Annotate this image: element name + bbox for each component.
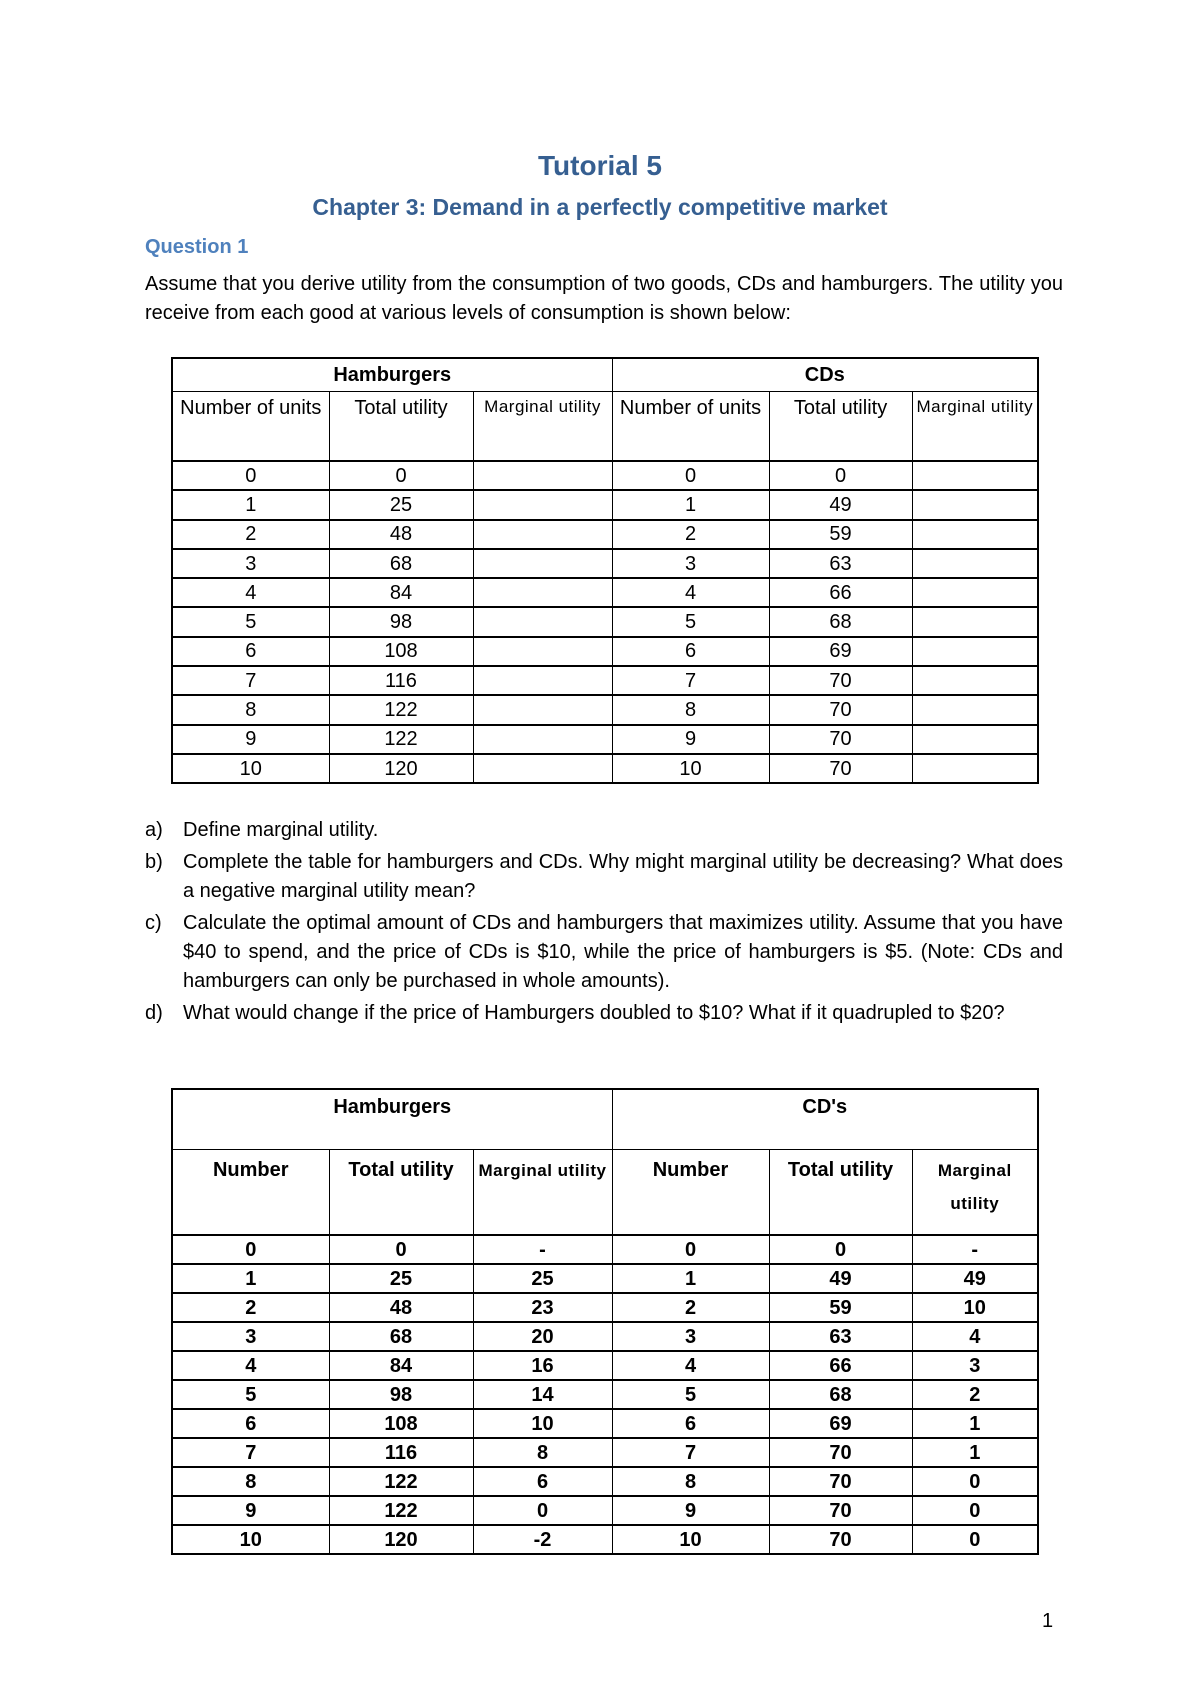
table-cell: 3: [172, 549, 329, 578]
table-cell: 69: [769, 637, 912, 666]
table-cell: [473, 578, 612, 607]
question-heading: Question 1: [145, 236, 249, 258]
table-cell: 3: [172, 1322, 329, 1351]
table-cell: 70: [769, 1438, 912, 1467]
question-item: [145, 999, 1063, 1028]
table-cell: 2: [612, 520, 769, 549]
question-item: [145, 848, 1063, 906]
table-cell: 16: [473, 1351, 612, 1380]
table-cell: [912, 666, 1038, 695]
table-cell: 5: [172, 1380, 329, 1409]
group-header-row: [172, 358, 1038, 392]
table-cell: 6: [612, 1409, 769, 1438]
table-cell: 10: [172, 1525, 329, 1554]
column-header: Marginal utility: [473, 392, 612, 462]
table-row: [172, 1496, 1038, 1525]
question-label: d): [145, 1002, 163, 1024]
table-cell: 0: [612, 461, 769, 490]
table-cell: 1: [612, 490, 769, 519]
table-cell: 0: [912, 1525, 1038, 1554]
table-cell: 25: [329, 490, 473, 519]
table-row: [172, 754, 1038, 783]
column-header: Total utility: [769, 392, 912, 462]
table-cell: 0: [769, 1235, 912, 1264]
table-cell: -2: [473, 1525, 612, 1554]
table-cell: 6: [172, 637, 329, 666]
intro-paragraph: Assume that you derive utility from the consumption of two goods, CDs and hamburgers. The utility you receive from each good at various levels of consumption is shown below:: [145, 273, 1063, 324]
table-cell: 9: [612, 1496, 769, 1525]
table-cell: 70: [769, 754, 912, 783]
table-cell: 70: [769, 695, 912, 724]
table-cell: [473, 607, 612, 636]
column-header: Number: [172, 1150, 329, 1236]
table-row: [172, 666, 1038, 695]
group-header: CDs: [612, 358, 1038, 392]
table-row: [172, 637, 1038, 666]
column-header: Total utility: [769, 1150, 912, 1236]
table-cell: 1: [912, 1409, 1038, 1438]
column-header-row: [172, 1150, 1038, 1236]
table-cell: 7: [172, 666, 329, 695]
table-cell: 9: [172, 725, 329, 754]
table-cell: 68: [769, 1380, 912, 1409]
table-cell: 120: [329, 754, 473, 783]
table-cell: 2: [612, 1293, 769, 1322]
table-cell: 4: [172, 1351, 329, 1380]
table-cell: 23: [473, 1293, 612, 1322]
group-header: Hamburgers: [172, 358, 612, 392]
table-cell: 0: [612, 1235, 769, 1264]
table-cell: 0: [473, 1496, 612, 1525]
table-cell: 25: [329, 1264, 473, 1293]
table-cell: 3: [912, 1351, 1038, 1380]
table-row: [172, 695, 1038, 724]
table-cell: 98: [329, 1380, 473, 1409]
table-cell: 68: [769, 607, 912, 636]
table-cell: 70: [769, 666, 912, 695]
table-cell: 7: [172, 1438, 329, 1467]
table-cell: 4: [612, 1351, 769, 1380]
table-cell: 6: [473, 1467, 612, 1496]
table-cell: 6: [612, 637, 769, 666]
table-cell: 49: [769, 490, 912, 519]
table-cell: 8: [172, 695, 329, 724]
table-cell: [912, 520, 1038, 549]
table-cell: 66: [769, 578, 912, 607]
table-cell: 2: [172, 1293, 329, 1322]
column-header: Number of units: [172, 392, 329, 462]
table-cell: 49: [769, 1264, 912, 1293]
table-cell: 70: [769, 1525, 912, 1554]
table-cell: 0: [769, 461, 912, 490]
table-row: [172, 1235, 1038, 1264]
table-row: [172, 490, 1038, 519]
table-cell: 0: [172, 1235, 329, 1264]
table-cell: [473, 637, 612, 666]
table-cell: 116: [329, 666, 473, 695]
table-cell: 7: [612, 1438, 769, 1467]
question-label: b): [145, 851, 163, 873]
table-cell: [912, 461, 1038, 490]
table-cell: 3: [612, 1322, 769, 1351]
group-header: Hamburgers: [172, 1089, 612, 1150]
answer-table: [171, 1088, 1039, 1555]
table-cell: 10: [612, 754, 769, 783]
table-row: [172, 1322, 1038, 1351]
page-number: 1: [1042, 1610, 1054, 1632]
table-cell: 10: [473, 1409, 612, 1438]
table-cell: 59: [769, 1293, 912, 1322]
question-text: Calculate the optimal amount of CDs and hamburgers that maximizes utility. Assume that you have $40 to spend, and the price of CDs is $10, while the price of hamburgers is $5. (Note: CDs and hamburgers can only be purchased in whole amounts).: [183, 912, 1063, 992]
table-row: [172, 1438, 1038, 1467]
question-text: Define marginal utility.: [183, 819, 379, 841]
table-cell: 8: [612, 695, 769, 724]
table-cell: 108: [329, 637, 473, 666]
table-row: [172, 461, 1038, 490]
question-label: a): [145, 819, 163, 841]
table-cell: 70: [769, 1496, 912, 1525]
column-header: Marginal utility: [912, 392, 1038, 462]
table-cell: [473, 725, 612, 754]
table-cell: -: [912, 1235, 1038, 1264]
table-cell: 116: [329, 1438, 473, 1467]
table-cell: 10: [172, 754, 329, 783]
table-cell: 25: [473, 1264, 612, 1293]
table-row: [172, 1293, 1038, 1322]
table-cell: 120: [329, 1525, 473, 1554]
table-cell: 68: [329, 1322, 473, 1351]
question-text: What would change if the price of Hamburgers doubled to $10? What if it quadrupled to $20?: [183, 1002, 1005, 1024]
question-text: Complete the table for hamburgers and CDs. Why might marginal utility be decreasing? What does a negative marginal utility mean?: [183, 851, 1063, 902]
table-cell: 122: [329, 1467, 473, 1496]
table-cell: 9: [172, 1496, 329, 1525]
table-cell: 0: [172, 461, 329, 490]
group-header-row: [172, 1089, 1038, 1150]
table-cell: 4: [912, 1322, 1038, 1351]
table-cell: [473, 461, 612, 490]
table-cell: [912, 607, 1038, 636]
table-cell: [912, 725, 1038, 754]
table-cell: [473, 695, 612, 724]
table-cell: 7: [612, 666, 769, 695]
table-cell: 5: [172, 607, 329, 636]
table-cell: 8: [473, 1438, 612, 1467]
table-row: [172, 1409, 1038, 1438]
table-cell: 48: [329, 520, 473, 549]
table-cell: 5: [612, 1380, 769, 1409]
table-cell: 2: [912, 1380, 1038, 1409]
table-cell: 8: [172, 1467, 329, 1496]
column-header: Total utility: [329, 392, 473, 462]
table-row: [172, 1525, 1038, 1554]
table-cell: 1: [612, 1264, 769, 1293]
column-header: Number: [612, 1150, 769, 1236]
table-cell: [473, 490, 612, 519]
table-cell: [473, 549, 612, 578]
utility-table: [171, 357, 1039, 784]
column-header: Total utility: [329, 1150, 473, 1236]
table-cell: 20: [473, 1322, 612, 1351]
table-cell: [912, 549, 1038, 578]
table-cell: [912, 637, 1038, 666]
table-cell: 9: [612, 725, 769, 754]
question-item: [145, 909, 1063, 996]
table-cell: 84: [329, 1351, 473, 1380]
table-cell: 59: [769, 520, 912, 549]
table-cell: 10: [912, 1293, 1038, 1322]
table-row: [172, 578, 1038, 607]
table-cell: [473, 666, 612, 695]
table-cell: [912, 754, 1038, 783]
table-cell: [473, 520, 612, 549]
column-header: Marginal utility: [912, 1150, 1038, 1236]
table-row: [172, 1467, 1038, 1496]
table-row: [172, 549, 1038, 578]
column-header: Number of units: [612, 392, 769, 462]
table-cell: 98: [329, 607, 473, 636]
document-title: Tutorial 5: [538, 150, 662, 181]
table-cell: 4: [172, 578, 329, 607]
question-item: [145, 816, 1063, 845]
table-cell: [912, 695, 1038, 724]
table-row: [172, 1380, 1038, 1409]
table-cell: 63: [769, 549, 912, 578]
table-cell: 0: [329, 1235, 473, 1264]
table-cell: 63: [769, 1322, 912, 1351]
table-cell: 66: [769, 1351, 912, 1380]
table-row: [172, 1351, 1038, 1380]
table-cell: 48: [329, 1293, 473, 1322]
group-header: CD's: [612, 1089, 1038, 1150]
table-cell: 8: [612, 1467, 769, 1496]
table-cell: 49: [912, 1264, 1038, 1293]
table-cell: 10: [612, 1525, 769, 1554]
question-label: c): [145, 912, 162, 934]
table-cell: 70: [769, 1467, 912, 1496]
column-header: Marginal utility: [473, 1150, 612, 1236]
table-cell: 5: [612, 607, 769, 636]
table-row: [172, 607, 1038, 636]
table-cell: 84: [329, 578, 473, 607]
table-cell: 69: [769, 1409, 912, 1438]
table-cell: 122: [329, 695, 473, 724]
table-cell: 0: [329, 461, 473, 490]
table-cell: 108: [329, 1409, 473, 1438]
table-cell: 1: [172, 490, 329, 519]
table-cell: -: [473, 1235, 612, 1264]
chapter-heading: Chapter 3: Demand in a perfectly competitive market: [312, 194, 888, 220]
table-cell: 4: [612, 578, 769, 607]
table-cell: 14: [473, 1380, 612, 1409]
question-list: [145, 816, 1063, 1031]
table-cell: [473, 754, 612, 783]
table-cell: 6: [172, 1409, 329, 1438]
table-cell: 2: [172, 520, 329, 549]
table-cell: 68: [329, 549, 473, 578]
table-cell: 122: [329, 1496, 473, 1525]
table-cell: 3: [612, 549, 769, 578]
table-cell: [912, 490, 1038, 519]
column-header-row: [172, 392, 1038, 462]
table-cell: 122: [329, 725, 473, 754]
table-row: [172, 725, 1038, 754]
table-cell: [912, 578, 1038, 607]
table-cell: 0: [912, 1467, 1038, 1496]
table-cell: 1: [912, 1438, 1038, 1467]
table-row: [172, 520, 1038, 549]
table-row: [172, 1264, 1038, 1293]
table-cell: 70: [769, 725, 912, 754]
table-cell: 0: [912, 1496, 1038, 1525]
table-cell: 1: [172, 1264, 329, 1293]
